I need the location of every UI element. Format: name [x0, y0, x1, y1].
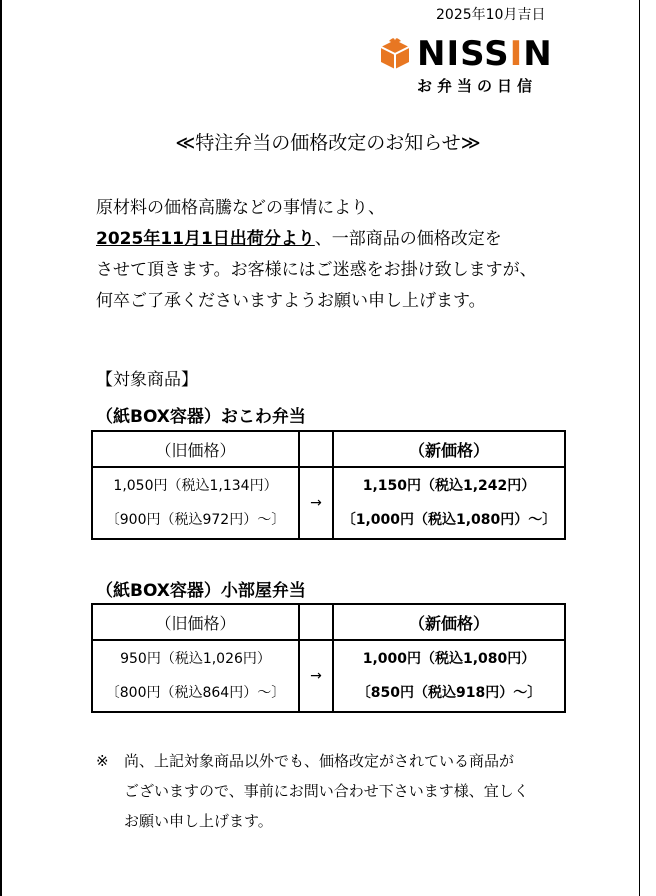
logo-wordmark: NISSIN — [417, 34, 553, 74]
body-line-3: させて頂きます。お客様にはご迷惑をお掛け致しますが、 — [96, 260, 537, 280]
footnote-line-1: 尚、上記対象商品以外でも、価格改定がされている商品が — [124, 752, 515, 770]
price-table-okowa — [91, 430, 566, 540]
new-price-cell: 1,000円（税込1,080円） 〔850円（税込918円）～〕 — [333, 640, 565, 712]
old-price-header: （旧価格） — [92, 431, 299, 467]
product-title-okowa: （紙BOX容器）おこわ弁当 — [96, 407, 306, 427]
company-logo — [377, 34, 567, 96]
new-price-cell: 1,150円（税込1,242円） 〔1,000円（税込1,080円）～〕 — [333, 467, 565, 539]
body-line-4: 何卒ご了承くださいますようお願い申し上げます。 — [96, 291, 486, 311]
effective-date: 2025年11月1日出荷分より — [96, 229, 315, 249]
page-title: ≪特注弁当の価格改定のお知らせ≫ — [175, 132, 481, 154]
old-price-cell: 1,050円（税込1,134円） 〔900円（税込972円）～〕 — [92, 467, 299, 539]
arrow-icon: → — [299, 640, 333, 712]
issue-date: 2025年10月吉日 — [436, 7, 546, 23]
logo-subtitle: お弁当の日信 — [417, 77, 538, 95]
arrow-icon: → — [299, 467, 333, 539]
price-table-kobeya — [91, 603, 566, 713]
footnote-line-3: お願い申し上げます。 — [124, 812, 273, 830]
product-title-kobeya: （紙BOX容器）小部屋弁当 — [96, 581, 306, 601]
bento-box-icon — [377, 36, 413, 72]
body-line-2: 2025年11月1日出荷分より、一部商品の価格改定を — [96, 229, 502, 249]
announcement-body — [96, 193, 596, 317]
new-price-header: （新価格） — [333, 604, 565, 640]
new-price-header: （新価格） — [333, 431, 565, 467]
old-price-header: （旧価格） — [92, 604, 299, 640]
footnote-line-2: ございますので、事前にお問い合わせ下さいます様、宜しく — [124, 782, 529, 800]
body-line-1: 原材料の価格高騰などの事情により、 — [96, 198, 385, 218]
note-mark: ※ — [96, 752, 109, 770]
old-price-cell: 950円（税込1,026円） 〔800円（税込864円）～〕 — [92, 640, 299, 712]
section-label: 【対象商品】 — [96, 370, 198, 390]
